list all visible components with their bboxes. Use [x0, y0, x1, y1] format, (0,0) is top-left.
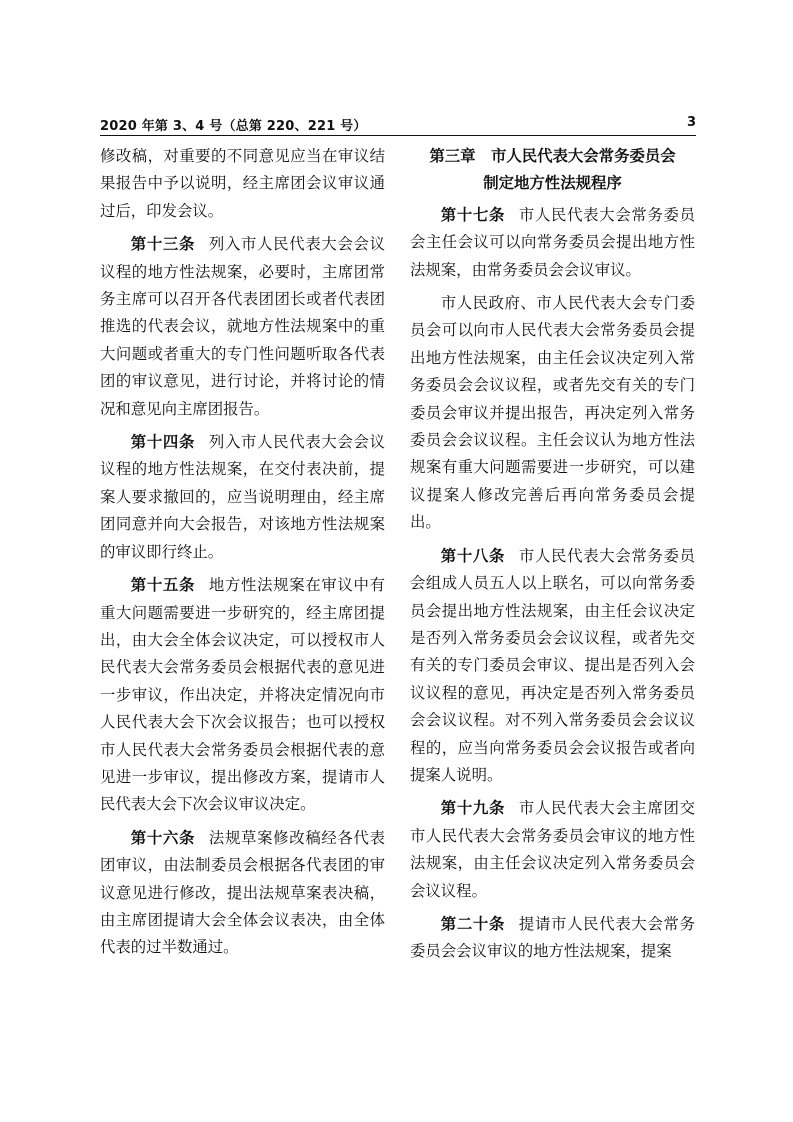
right-column	[410, 143, 695, 972]
article-text: 地方性法规案在审议中有重大问题需要进一步研究的，经主席团提出，由大会全体会议决定，可以授权市人民代表大会常务委员会根据代表的意见进一步审议，作出决定，并将决定情况向市人民代表大会下次会议报告；也可以授权市人民代表大会常务委员会根据代表的意见进一步审议，提出修改方案，提请市人民代表大会下次会议审议决定。	[100, 576, 385, 814]
chapter-heading-line1	[410, 143, 695, 170]
chapter-subtitle: 制定地方性法规程序	[483, 174, 622, 193]
article-number: 第十四条	[130, 433, 196, 452]
article-text: 市人民代表大会常务委员会主任会议可以向常务委员会提出地方性法规案，由常务委员会会议审议。	[410, 205, 695, 279]
article-number: 第十九条	[440, 799, 506, 818]
article-number: 第十六条	[130, 828, 196, 847]
article-17	[410, 202, 695, 284]
article-number: 第十七条	[440, 205, 506, 224]
article-18	[410, 543, 695, 790]
article-number: 第十五条	[130, 576, 196, 595]
continued-paragraph: 修改稿，对重要的不同意见应当在审议结果报告中予以说明，经主席团会议审议通过后，印发会议。	[100, 147, 385, 220]
chapter-number: 第三章	[429, 147, 476, 165]
article-14	[100, 429, 385, 566]
article-20	[410, 911, 695, 966]
article-13	[100, 231, 385, 423]
article-19	[410, 795, 695, 905]
article-16	[100, 825, 385, 962]
article-number: 第十三条	[130, 235, 196, 254]
article-text: 列入市人民代表大会会议议程的地方性法规案，必要时，主席团常务主席可以召开各代表团团长或者代表团推选的代表会议，就地方性法规案中的重大问题或者重大的专门性问题听取各代表团的审议意见，进行讨论，并将讨论的情况和意见向主席团报告。	[100, 235, 385, 418]
article-text: 提请市人民代表大会常务委员会会议审议的地方性法规案，提案	[410, 914, 695, 961]
issue-label: 2020 年第 3、4 号（总第 220、221 号）	[100, 119, 367, 134]
left-column	[100, 143, 385, 968]
running-header	[100, 113, 696, 136]
article-text: 市人民代表大会常务委员会组成人员五人以上联名，可以向常务委员会提出地方性法规案，由主任会议决定是否列入常务委员会会议议程，或者先交有关的专门委员会审议、提出是否列入会议议程的意见，再决定是否列入常务委员会会议议程。对不列入常务委员会会议议程的，应当向常务委员会会议报告或者向提案人说明。	[410, 546, 695, 784]
article-number: 第十八条	[440, 546, 506, 565]
article-text: 列入市人民代表大会会议议程的地方性法规案，在交付表决前，提案人要求撤回的，应当说明理由，经主席团同意并向大会报告，对该地方性法规案的审议即行终止。	[100, 433, 385, 561]
article-number: 第二十条	[440, 914, 506, 933]
chapter-title: 市人民代表大会常务委员会	[490, 147, 676, 165]
article-text: 市人民代表大会主席团交市人民代表大会常务委员会审议的地方性法规案，由主任会议决定列入常务委员会会议议程。	[410, 799, 695, 900]
page-number: 3	[686, 115, 696, 130]
article-15	[100, 572, 385, 819]
article-17-paragraph-2: 市人民政府、市人民代表大会专门委员会可以向市人民代表大会常务委员会提出地方性法规案，由主任会议决定列入常务委员会会议议程，或者先交有关的专门委员会审议并提出报告，再决定列入常务委员会会议议程。主任会议认为地方性法规案有重大问题需要进一步研究，可以建议提案人修改完善后再向常务委员会提出。	[410, 294, 695, 532]
article-text: 法规草案修改稿经各代表团审议，由法制委员会根据各代表团的审议意见进行修改，提出法规草案表决稿，由主席团提请大会全体会议表决，由全体代表的过半数通过。	[100, 828, 385, 957]
chapter-heading	[410, 143, 695, 198]
